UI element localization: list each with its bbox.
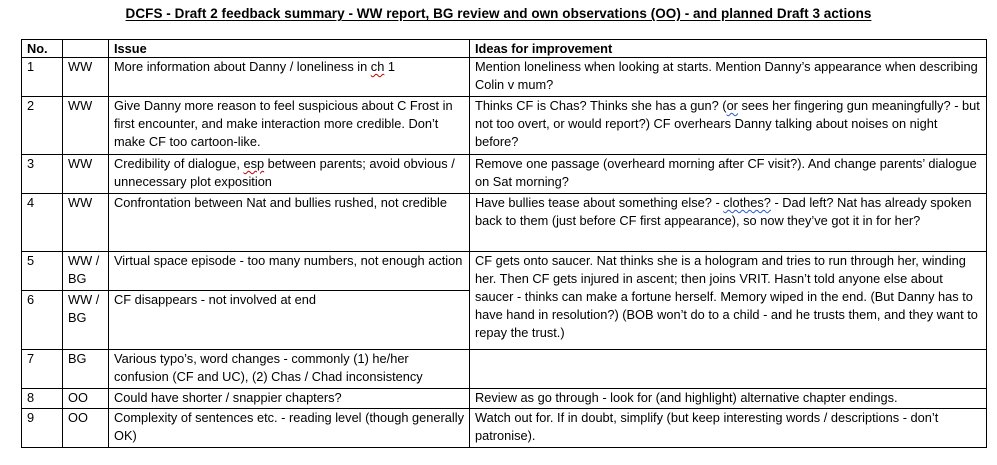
row-ideas: Remove one passage (overheard morning after CF visit?). And change parents’ dialogue on Sat morning?	[470, 155, 987, 194]
row-source: OO	[63, 389, 109, 409]
row-source: WW / BG	[63, 252, 109, 291]
row-ideas: CF gets onto saucer. Nat thinks she is a hologram and tries to run through her, winding her. Then CF gets injured in ascent; then joins VRIT. Hasn’t told anyone else about saucer - thinks can make a fortune herself. Memory wiped in the end. (But Danny has to have hand in resolution?) (BOB won’t do to a child - and he trusts them, and they want to repay the trust.)	[470, 252, 987, 350]
table-row	[22, 409, 987, 448]
row-issue: Credibility of dialogue, esp between parents; avoid obvious / unnecessary plot exposition	[109, 155, 470, 194]
row-ideas: Thinks CF is Chas? Thinks she has a gun? (or sees her fingering gun meaningfully? - but not too overt, or would report?) CF overhears Danny talking about noises on night before?	[470, 97, 987, 155]
row-source: WW	[63, 58, 109, 97]
row-source: WW	[63, 155, 109, 194]
row-ideas	[470, 350, 987, 389]
row-number: 5	[22, 252, 63, 291]
row-issue: More information about Danny / loneliness in ch 1	[109, 58, 470, 97]
spellcheck-mark: esp	[243, 156, 265, 171]
row-issue: CF disappears - not involved at end	[109, 291, 470, 350]
row-number: 9	[22, 409, 63, 448]
header-ideas: Ideas for improvement	[470, 40, 987, 58]
row-number: 3	[22, 155, 63, 194]
table-row	[22, 252, 987, 291]
row-issue: Complexity of sentences etc. - reading level (though generally OK)	[109, 409, 470, 448]
row-issue: Virtual space episode - too many numbers, not enough action	[109, 252, 470, 291]
row-ideas: Have bullies tease about something else? - clothes? - Dad left? Nat has already spoken back to them (just before CF first appearance), so now they’ve got it in for her?	[470, 194, 987, 252]
row-source: BG	[63, 350, 109, 389]
spellcheck-mark: clothes?	[723, 195, 771, 210]
table-row	[22, 389, 987, 409]
row-issue: Various typo’s, word changes - commonly (1) he/her confusion (CF and UC), (2) Chas / Chad inconsistency	[109, 350, 470, 389]
table-row	[22, 97, 987, 155]
row-issue: Give Danny more reason to feel suspicious about C Frost in first encounter, and make interaction more credible. Don’t make CF too cartoon-like.	[109, 97, 470, 155]
row-issue: Confrontation between Nat and bullies rushed, not credible	[109, 194, 470, 252]
table-row	[22, 155, 987, 194]
row-source: WW	[63, 194, 109, 252]
spellcheck-mark: or	[726, 98, 738, 113]
table-row	[22, 194, 987, 252]
table-row	[22, 58, 987, 97]
header-issue: Issue	[109, 40, 470, 58]
row-issue: Could have shorter / snappier chapters?	[109, 389, 470, 409]
row-number: 2	[22, 97, 63, 155]
row-number: 7	[22, 350, 63, 389]
row-number: 1	[22, 58, 63, 97]
page-title: DCFS - Draft 2 feedback summary - WW report, BG review and own observations (OO) - and planned Draft 3 actions	[125, 6, 872, 21]
header-no: No.	[22, 40, 63, 58]
row-ideas: Review as go through - look for (and highlight) alternative chapter endings.	[470, 389, 987, 409]
row-ideas: Watch out for. If in doubt, simplify (but keep interesting words / descriptions - don’t patronise).	[470, 409, 987, 448]
header-row	[22, 40, 987, 58]
feedback-table	[21, 39, 987, 448]
row-number: 4	[22, 194, 63, 252]
spellcheck-mark: ch	[370, 59, 385, 74]
header-source	[63, 40, 109, 58]
row-number: 6	[22, 291, 63, 350]
row-source: WW / BG	[63, 291, 109, 350]
row-number: 8	[22, 389, 63, 409]
table-row	[22, 350, 987, 389]
row-ideas: Mention loneliness when looking at starts. Mention Danny’s appearance when describing Colin v mum?	[470, 58, 987, 97]
row-source: WW	[63, 97, 109, 155]
row-source: OO	[63, 409, 109, 448]
